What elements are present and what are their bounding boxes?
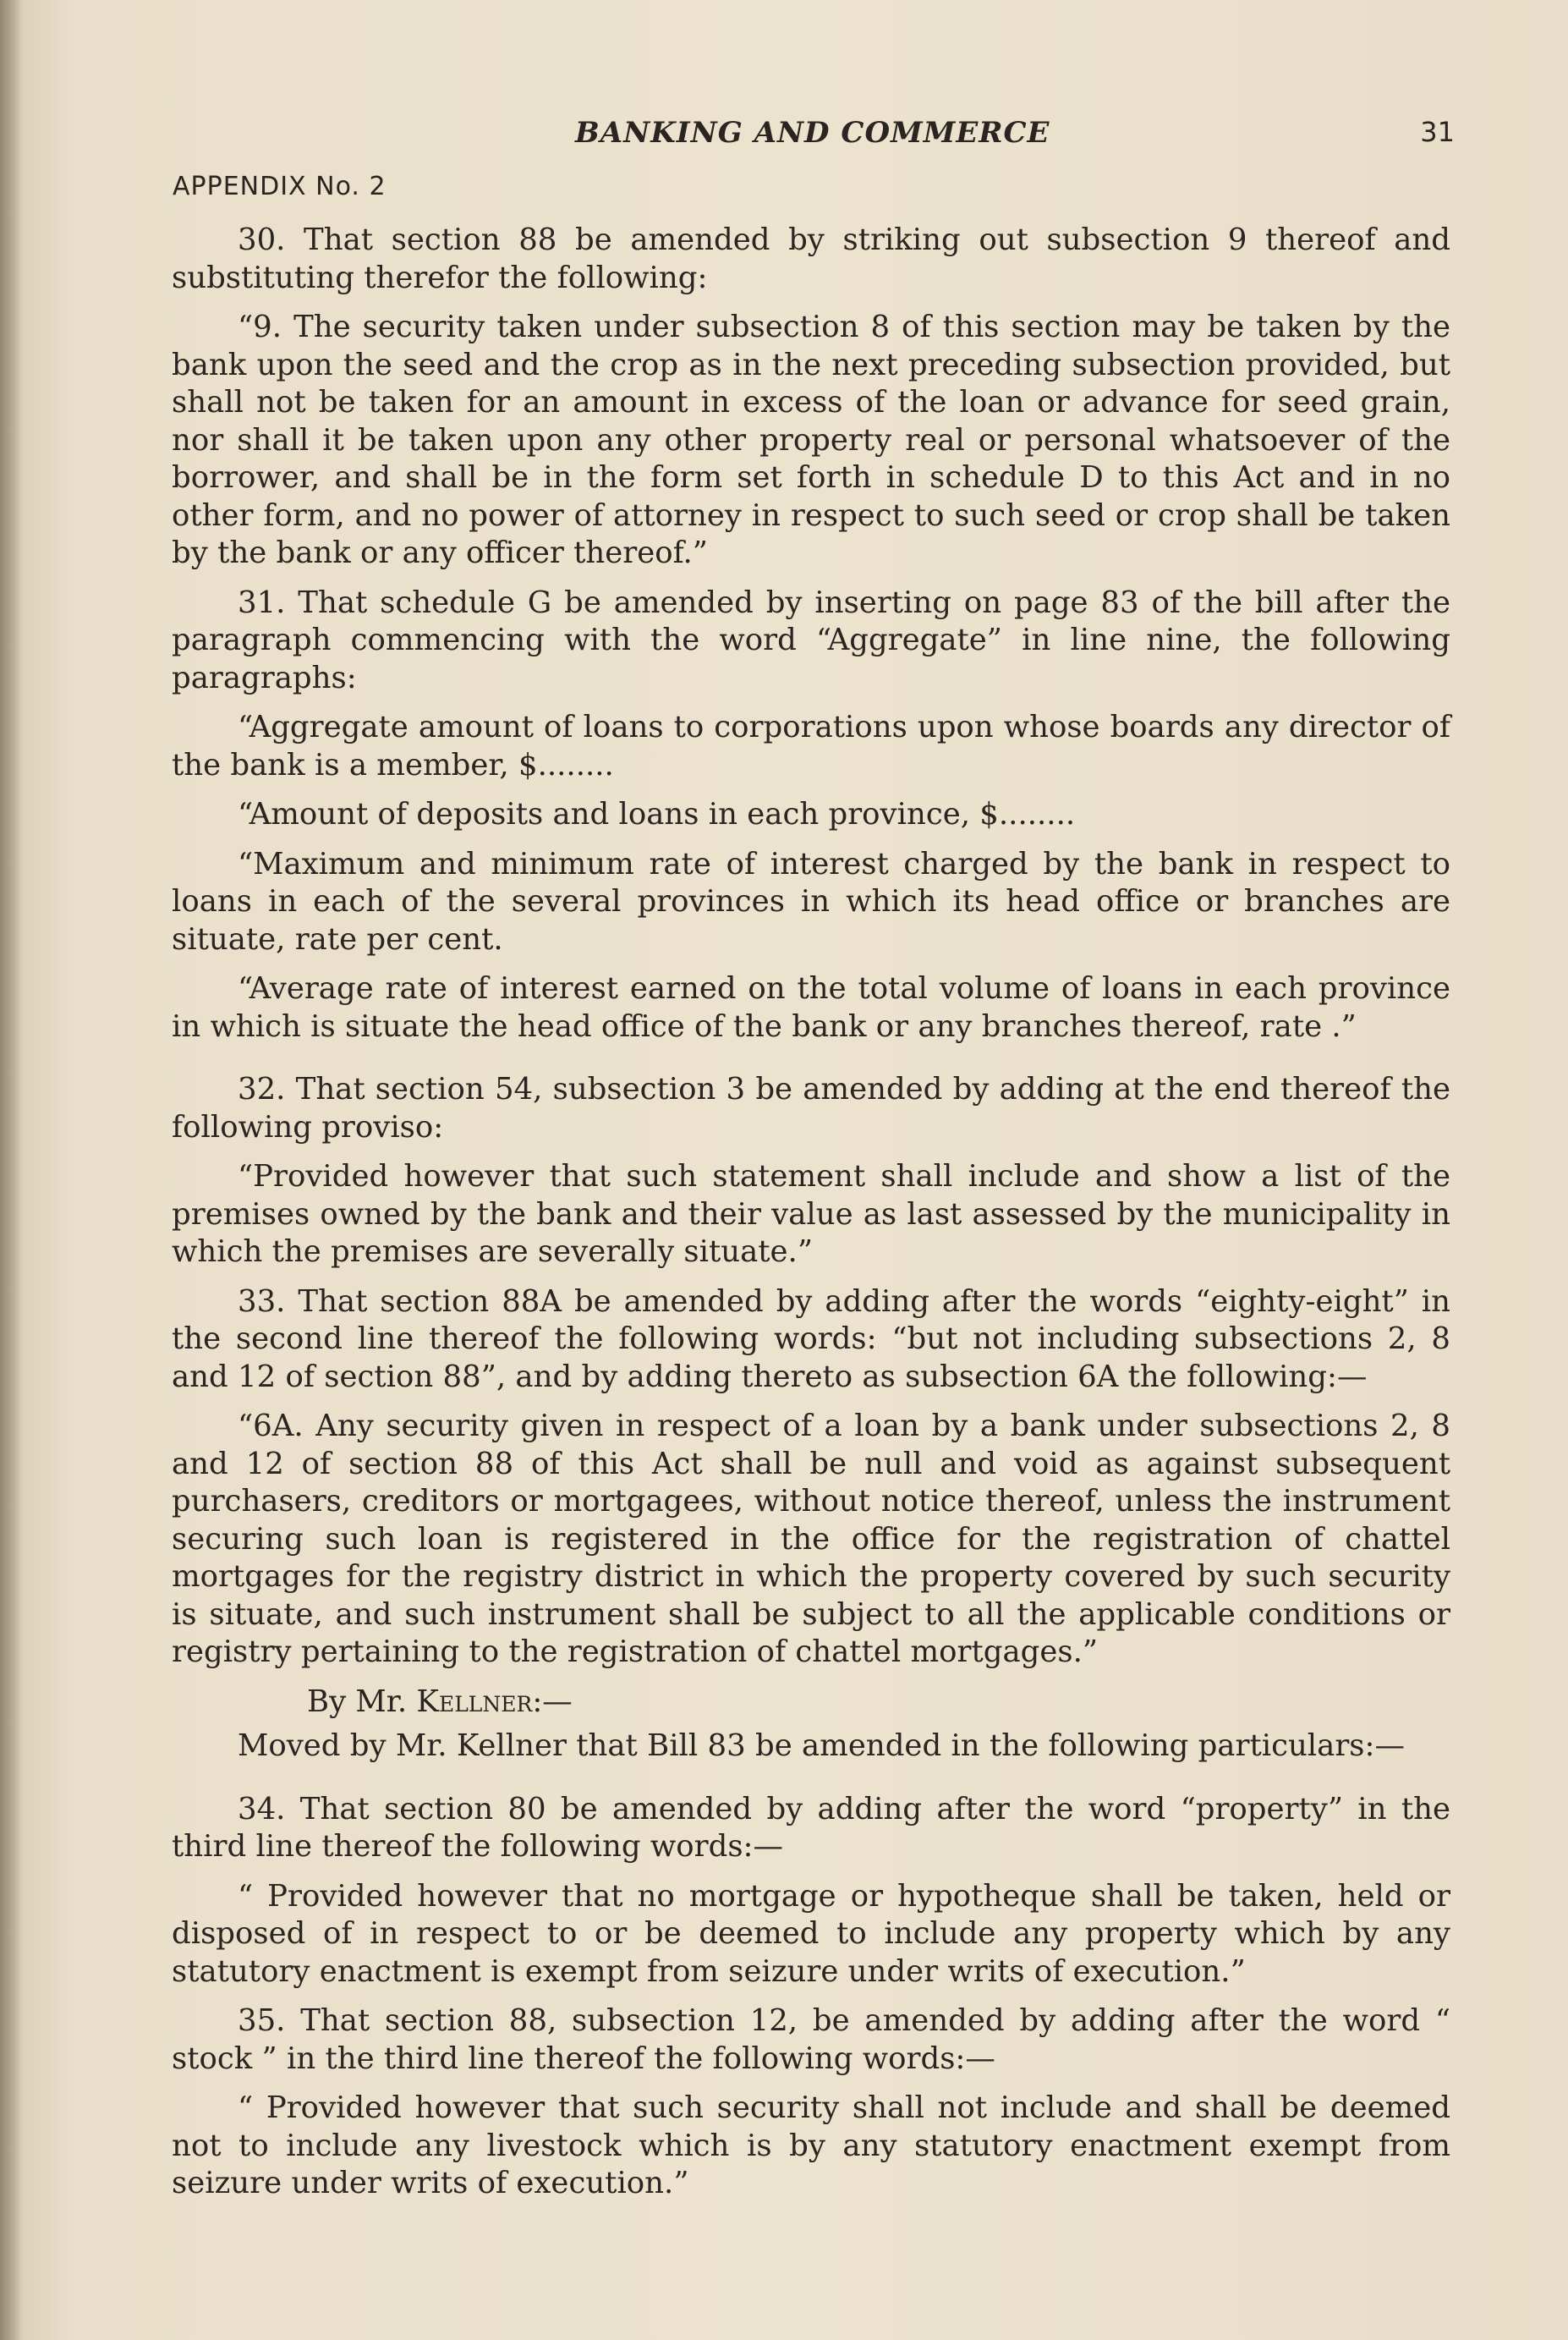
page-number: 31 <box>1420 116 1455 148</box>
quote-mortgage-hypotheque: “ Provided however that no mortgage or hypotheque shall be taken, held or disposed of in respect to or be deemed to include any property which by any statutory enactment is exempt from seizure under writs of execution.” <box>172 1878 1450 1989</box>
running-title: BANKING AND COMMERCE <box>575 116 1050 150</box>
quote-livestock: “ Provided however that such security shall not include and shall be deemed not to include any livestock which is by any statutory enactment exempt from seizure under writs of execution.” <box>172 2090 1450 2200</box>
paragraph-35: 35. That section 88, subsection 12, be amended by adding after the word “ stock ” in the third line thereof the following words:— <box>172 2003 1450 2076</box>
paragraph-34: 34. That section 80 be amended by adding after the word “property” in the third line thereof the following words:— <box>172 1791 1450 1864</box>
quote-provided-however-statement: “Provided however that such statement shall include and show a list of the premises owned by the bank and their value as last assessed by the municipality in which the premises are severally situate.” <box>172 1159 1450 1269</box>
speaker-name: Kellner <box>416 1684 533 1719</box>
appendix-label: APPENDIX No. 2 <box>173 172 387 201</box>
paragraph-30: 30. That section 88 be amended by striking out subsection 9 thereof and substituting therefor the following: <box>172 222 1450 295</box>
motion-kellner: Moved by Mr. Kellner that Bill 83 be amended in the following particulars:— <box>238 1728 1405 1763</box>
paragraph-31: 31. That schedule G be amended by inserting on page 83 of the bill after the paragraph commencing with the word “Aggregate” in line nine, the following paragraphs: <box>172 585 1450 695</box>
page-header <box>169 116 1455 158</box>
speaker-suffix: :— <box>532 1684 573 1719</box>
quote-amount-of-deposits: “Amount of deposits and loans in each province, $........ <box>238 797 1076 832</box>
quote-subsection-9: “9. The security taken under subsection 8 of this section may be taken by the bank upon the seed and the crop as in the next preceding subsection provided, but shall not be taken for an amount in excess of the loan or advance for seed grain, nor shall it be taken upon any other property real or personal whatsoever of the borrower, and shall be in the form set forth in schedule D to this Act and in no other form, and no power of attorney in respect to such seed or crop shall be taken by the bank or any officer thereof.” <box>172 310 1450 570</box>
quote-maximum-minimum-rate: “Maximum and minimum rate of interest charged by the bank in respect to loans in each of the several provinces in which its head office or branches are situate, rate per cent. <box>172 846 1450 957</box>
speaker-heading <box>172 1684 1450 1722</box>
paragraph-32: 32. That section 54, subsection 3 be amended by adding at the end thereof the following proviso: <box>172 1072 1450 1145</box>
quote-subsection-6a: “6A. Any security given in respect of a loan by a bank under subsections 2, 8 and 12 of section 88 of this Act shall be null and void as against subsequent purchasers, creditors or mortgagees, without notice thereof, unless the instrument securing such loan is registered in the office for the registration of chattel mortgages for the registry district in which the property covered by such security is situate, and such instrument shall be subject to all the applicable conditions or registry pertaining to the registration of chattel mortgages.” <box>172 1409 1450 1669</box>
body-text <box>172 222 1450 2215</box>
speaker-prefix: By Mr. <box>307 1684 417 1719</box>
quote-average-rate: “Average rate of interest earned on the total volume of loans in each province in which is situate the head office of the bank or any branches thereof, rate .” <box>172 971 1450 1044</box>
page-gutter-shadow <box>0 0 22 2340</box>
quote-aggregate-amount: “Aggregate amount of loans to corporations upon whose boards any director of the bank is a member, $........ <box>172 710 1450 783</box>
paragraph-33: 33. That section 88A be amended by adding after the words “eighty-eight” in the second line thereof the following words: “but not including subsections 2, 8 and 12 of section 88”, and by adding thereto as subsection 6A the following:— <box>172 1283 1450 1394</box>
